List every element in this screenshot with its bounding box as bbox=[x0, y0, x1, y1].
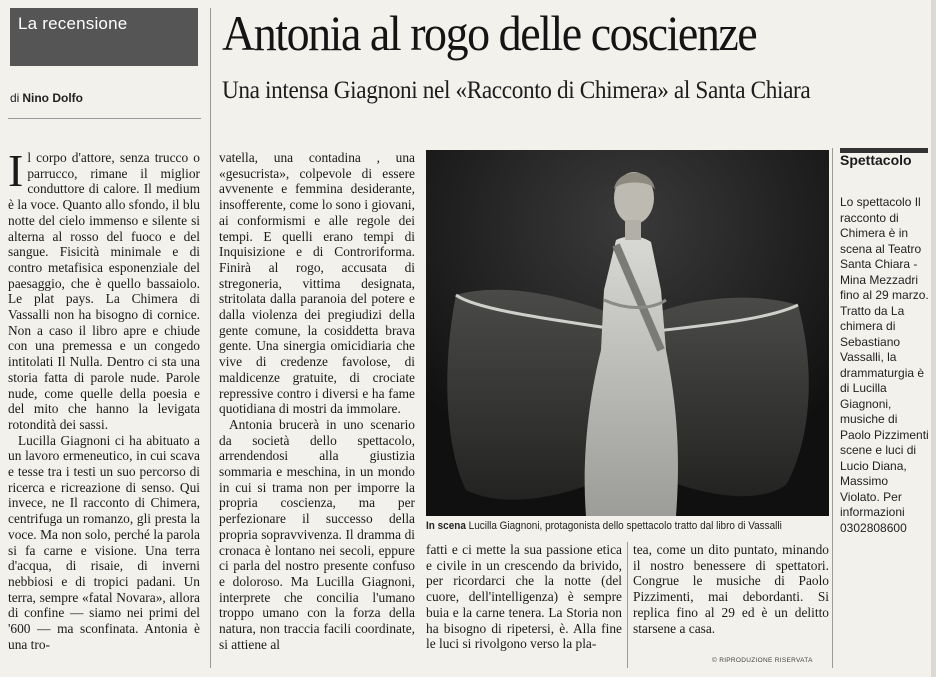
paragraph: l corpo d'attore, senza trucco o parrucco, rimane il miglior conduttore di calore. Il medium è la voce. Quanto allo sfondo, il blu notte del cielo immenso e silente si alterna al rosso del fuoco e del sangue. Fisicità minimale e di contro metafisica esponenziale del paesaggio, che è quello bassaiolo. Le plat pays. La Chimera di Vassalli non ha bisogno di cornice. Non a caso il libro apre e chiude con una premessa e un congedo intitolati Il Nulla. Dentro ci sta una storia fatta di parole nude. Parole nude, come quelle della poesia e del mito che hanno la levigata rotondità dei sassi. bbox=[8, 150, 200, 432]
paragraph: fatti e ci mette la sua passione etica e civile in un crescendo da brivido, per ricordarci che la notte (del cuore, dell'intelligenza) è sempre buia e la carne tenera. La Storia non ha bisogno di ripetersi, è. Alla fine le luci si rivolgono verso la pla- bbox=[426, 542, 622, 652]
column-divider bbox=[832, 148, 833, 668]
section-tag bbox=[10, 8, 198, 66]
byline-prefix: di bbox=[10, 91, 20, 105]
rule bbox=[8, 118, 201, 119]
paragraph: Lucilla Giagnoni ci ha abituato a un lavoro ermeneutico, in cui scava e tesse tra i testi un suo percorso di ricerca e ricreazione di senso. Qui invece, ne Il racconto di Chimera, centrifuga un romanzo, gli presta la voce. Ma non solo, perché la parola si fa carne e visione. Una terra d'acqua, di risaie, di inverni nebbiosi e di tropici padani. Un terra, sempre «fatal Novara», allora di confine — siamo nei primi del '600 — ma sconfinata. Antonia è una tro- bbox=[8, 432, 200, 652]
article-column-2 bbox=[219, 150, 415, 672]
column-divider bbox=[210, 8, 211, 668]
dropcap: I bbox=[8, 150, 24, 196]
article-column-4 bbox=[633, 542, 829, 654]
article-column-1 bbox=[8, 150, 200, 672]
subhead: Una intensa Giagnoni nel «Racconto di Chimera» al Santa Chiara bbox=[222, 77, 811, 104]
page-edge bbox=[931, 0, 936, 677]
paragraph: tea, come un dito puntato, minando il nostro benessere di spettatori. Congrue le musiche di Paolo Pizzimenti, mai debordanti. Si replica fino al 29 ed è un delitto starsene a casa. bbox=[633, 542, 829, 636]
caption-text: Lucilla Giagnoni, protagonista dello spettacolo tratto dal libro di Vassalli bbox=[468, 520, 782, 532]
sidebar-title: Spettacolo bbox=[840, 152, 912, 168]
copyright-note: © RIPRODUZIONE RISERVATA bbox=[712, 657, 813, 664]
paragraph: Antonia brucerà in uno scenario da società dello spettacolo, arrendendosi alla giustizia sommaria e meschina, in un mondo in cui si trama non per imporre la propria coscienza, ma per perfezionare il successo della propria sopravvivenza. Il dramma di cronaca è lontano nei secoli, eppure ci parla del nostro presente confuso e doloroso. Ma Lucilla Giagnoni, interprete che concilia l'umano troppo umano con la forza della natura, non traccia facili coordinate, si attiene al bbox=[219, 416, 415, 652]
headline: Antonia al rogo delle coscienze bbox=[222, 5, 757, 61]
photo-caption bbox=[426, 520, 811, 533]
paragraph: vatella, una contadina , una «gesucrista», colpevole di essere avvenente e femmina desiderante, insofferente, come lo sono i giovani, ai conformismi e alle regole dei tempi. E quelli erano tempi di Inquisizione e di Controriforma. Finirà al rogo, accusata di stregoneria, vittima designata, stritolata dalla paranoia del potere e dalla violenza dei pregiudizi della gente comune, la cosiddetta brava gente. Una sinergia omicidiaria che vive di credenze favolose, di maldicenze gratuite, di crociate repressive contro i diversi e ha fame quotidiana di mostri da immolare. bbox=[219, 150, 415, 417]
caption-label: In scena bbox=[426, 520, 466, 532]
actress-illustration bbox=[426, 150, 829, 516]
sidebar-text: Lo spettacolo Il racconto di Chimera è in scena al Teatro Santa Chiara - Mina Mezzadri fino al 29 marzo. Tratto da La chimera di Sebastiano Vassalli, la drammaturgia è di Lucilla Giagnoni, musiche di Paolo Pizzimenti scene e luci di Lucio Diana, Massimo Violato. Per informazioni 0302808600 bbox=[840, 195, 929, 535]
column-divider bbox=[627, 542, 628, 668]
section-tag-label: La recensione bbox=[18, 14, 128, 33]
byline-author: Nino Dolfo bbox=[22, 91, 83, 105]
scene-photo bbox=[426, 150, 829, 516]
byline bbox=[10, 91, 83, 105]
article-column-3 bbox=[426, 542, 622, 672]
